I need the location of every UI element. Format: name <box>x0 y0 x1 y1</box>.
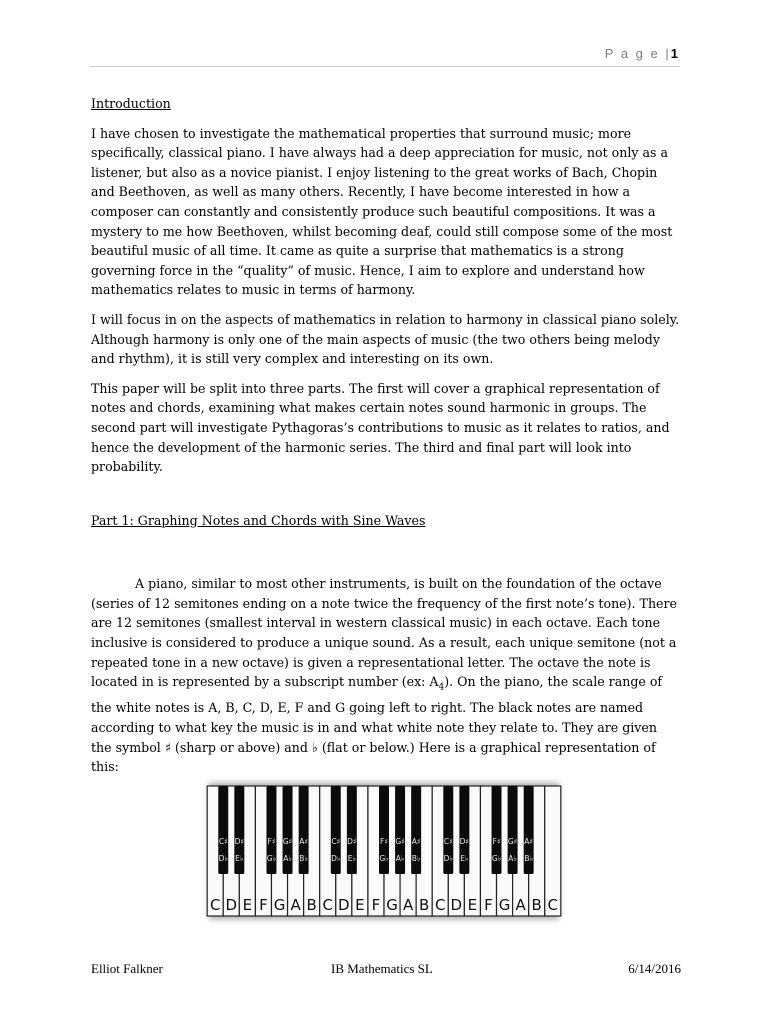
part1-text-a: A piano, similar to most other instruments, is built on the foundation of the octave (series of 12 semitones ending on a note twice the frequency of the first note’s tone). There are 12 semitones (smallest interval in western classical music) in each octave. Each tone inclusive is considered to produce a unique sound. As a result, each unique semitone (not a repeated tone in a new octave) is given a representational letter. The octave the note is located in is represented by a subscript number (ex: A <box>91 576 677 690</box>
page-separator: | <box>665 46 671 61</box>
black-key-sharp-label: C♯ <box>443 837 453 846</box>
octave-subscript: 4 <box>438 682 445 693</box>
white-key-label: A <box>515 896 526 914</box>
white-key-label: F <box>484 896 493 914</box>
black-key-sharp-label: A♯ <box>411 837 421 846</box>
black-key-sharp-label: D♯ <box>234 837 245 846</box>
black-key-flat-label: A♭ <box>508 854 517 863</box>
intro-paragraph-1: I have chosen to investigate the mathematical properties that surround music; more specifically, classical piano. I have always had a deep appreciation for music, not only as a listener, but also as a novice pianist. I enjoy listening to the great works of Bach, Chopin and Beethoven, as well as many others. Recently, I have become interested in how a composer can constantly and consistently produce such beautiful compositions. It was a mystery to me how Beethoven, whilst becoming deaf, could still compose some of the most beautiful music of all time. It came as quite a surprise that mathematics is a strong governing force in the “quality” of music. Hence, I aim to explore and understand how mathematics relates to music in terms of harmony. <box>91 125 673 298</box>
black-key-sharp-label: F♯ <box>267 837 276 846</box>
white-key-label: F <box>259 896 268 914</box>
page-number: 1 <box>670 46 678 61</box>
black-key-flat-label: G♭ <box>491 854 502 863</box>
white-key-label: A <box>402 896 414 914</box>
black-key-sharp-label: C♯ <box>331 837 341 846</box>
black-key-flat-label: D♭ <box>331 854 341 863</box>
page-header <box>605 46 678 61</box>
black-key-sharp-label: A♯ <box>299 837 309 846</box>
part1-heading: Part 1: Graphing Notes and Chords with Sine Waves <box>91 512 426 528</box>
footer-author: Elliot Falkner <box>91 961 163 976</box>
white-key-label: B <box>531 896 542 914</box>
page-footer <box>91 961 681 981</box>
introduction-heading: Introduction <box>91 96 171 111</box>
black-key-flat-label: E♭ <box>235 854 244 863</box>
part1-paragraph-1 <box>91 574 681 776</box>
white-key-label: C <box>209 896 221 914</box>
piano-keyboard-figure <box>209 786 559 916</box>
white-key-label: G <box>386 896 398 914</box>
black-key-flat-label: A♭ <box>283 854 292 863</box>
header-rule <box>90 66 680 67</box>
black-key-flat-label: E♭ <box>460 854 469 863</box>
white-key-label: G <box>498 896 511 914</box>
black-key-flat-label: B♭ <box>299 854 308 863</box>
intro-paragraph-2: I will focus in on the aspects of mathematics in relation to harmony in classical piano solely. Although harmony is only one of the main aspects of music (the two others being melody and rhythm), it is still very complex and interesting on its own. <box>91 311 680 367</box>
black-key-flat-label: B♭ <box>524 854 534 863</box>
white-key-label: D <box>225 896 238 914</box>
white-key-label: B <box>419 896 430 914</box>
black-key-sharp-label: G♯ <box>282 837 293 846</box>
black-key-sharp-label: F♯ <box>380 837 388 846</box>
white-key-label: G <box>273 896 286 914</box>
white-key-label: B <box>306 896 317 914</box>
black-key-sharp-label: D♯ <box>347 837 357 846</box>
white-key-label: C <box>435 896 446 914</box>
black-key-flat-label: D♭ <box>443 854 453 863</box>
white-key-label: C <box>322 896 333 914</box>
document-body <box>91 94 681 787</box>
black-key-sharp-label: G♯ <box>395 837 405 846</box>
black-key-sharp-label: G♯ <box>507 837 518 846</box>
piano-keyboard-svg <box>209 786 559 916</box>
white-key-label: D <box>338 896 350 914</box>
white-key-label: E <box>242 896 253 914</box>
black-key-sharp-label: D♯ <box>459 837 470 846</box>
white-key-label: E <box>355 896 365 914</box>
intro-paragraph-3: This paper will be split into three parts. The first will cover a graphical representation of notes and chords, examining what makes certain notes sound harmonic in groups. The second part will investigate Pythagoras’s contributions to music as it relates to ratios, and hence the development of the harmonic series. The third and final part will look into probability. <box>91 380 670 475</box>
black-key-sharp-label: C♯ <box>218 837 228 846</box>
black-key-flat-label: E♭ <box>347 854 356 863</box>
black-key-sharp-label: A♯ <box>524 837 534 846</box>
black-key-flat-label: G♭ <box>379 854 389 863</box>
black-key-flat-label: B♭ <box>411 854 421 863</box>
white-key-label: F <box>371 896 381 914</box>
white-key-label: C <box>547 896 559 914</box>
page-label: P a g e <box>604 46 660 61</box>
white-key-label: A <box>290 896 301 914</box>
black-key-flat-label: A♭ <box>395 854 405 863</box>
white-key-label: D <box>450 896 463 914</box>
part1-text-b: ). On the piano, the scale range of the white notes is A, B, C, D, E, F and G going left to right. The black notes are named according to what key the music is in and what white note they relate to. They are given the symbol ♯ (sharp or above) and ♭ (flat or below.) Here is a graphical representation of this: <box>91 674 663 775</box>
footer-course: IB Mathematics SL <box>331 961 433 976</box>
black-key-sharp-label: F♯ <box>492 837 501 846</box>
black-key-flat-label: D♭ <box>218 854 228 863</box>
white-key-label: E <box>467 896 478 914</box>
black-key-flat-label: G♭ <box>266 854 277 863</box>
footer-date: 6/14/2016 <box>628 961 681 976</box>
